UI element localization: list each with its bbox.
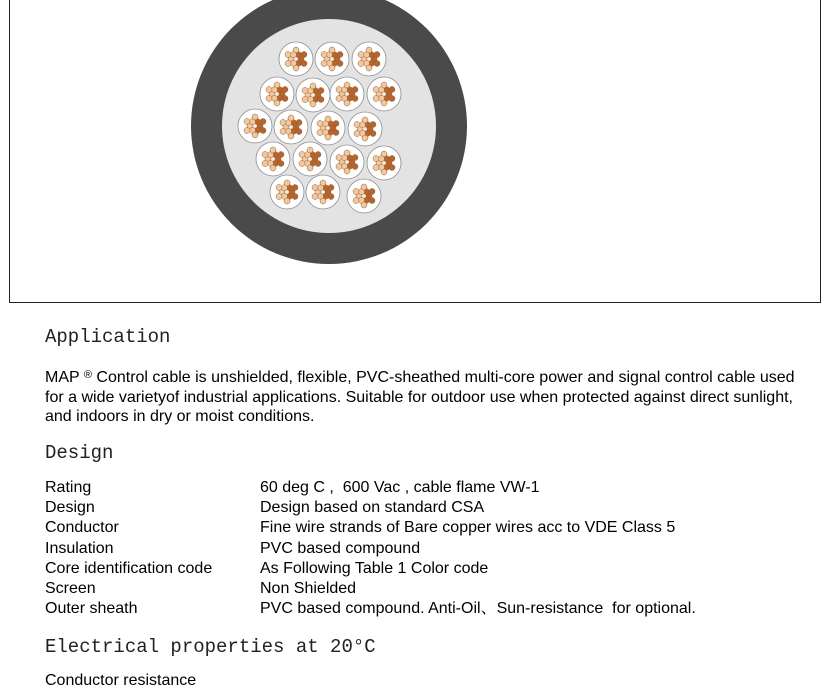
brand-name: MAP — [45, 369, 80, 386]
spec-row-screen — [45, 579, 805, 599]
spec-value: Design based on standard CSA — [260, 499, 485, 517]
spec-value: Fine wire strands of Bare copper wires acc to VDE Class 5 — [260, 519, 676, 537]
spec-label: Insulation — [45, 539, 114, 557]
core-conductor — [348, 112, 382, 146]
application-paragraph — [45, 366, 805, 427]
registered-mark: ® — [83, 369, 92, 381]
core-conductor — [306, 175, 340, 209]
core-conductor — [293, 142, 327, 176]
core-conductor — [260, 77, 294, 111]
core-conductor — [238, 109, 272, 143]
spec-label: Screen — [45, 579, 96, 597]
spec-label: Conductor — [45, 519, 119, 537]
core-conductor — [270, 175, 304, 209]
cable-cross-section-drawing — [10, 0, 821, 303]
conductor-resistance-label: Conductor resistance — [45, 672, 197, 689]
spec-label: Outer sheath — [45, 600, 138, 618]
spec-label: Design — [45, 499, 95, 517]
spec-row-rating — [45, 478, 805, 498]
core-conductor — [279, 42, 313, 76]
electrical-properties-heading: Electrical properties at 20°C — [45, 636, 376, 658]
core-conductor — [352, 42, 386, 76]
spec-value: PVC based compound. Anti-Oil、Sun-resistance for optional. — [260, 600, 696, 618]
spec-value: As Following Table 1 Color code — [260, 559, 489, 577]
spec-label: Core identification code — [45, 559, 213, 577]
core-conductor — [311, 111, 345, 145]
spec-row-outer-sheath — [45, 599, 805, 619]
core-conductor — [367, 77, 401, 111]
spec-value: 60 deg C , 600 Vac , cable flame VW-1 — [260, 479, 540, 496]
core-conductor — [347, 179, 381, 213]
spec-value: PVC based compound — [260, 539, 421, 557]
core-conductor — [274, 110, 308, 144]
spec-row-core-identification — [45, 559, 805, 579]
core-conductor — [367, 146, 401, 180]
application-text: Control cable is unshielded, flexible, PVC-sheathed multi-core power and signal control cable used for a wide varietyof industrial applications. Suitable for outdoor use when protected against direct sunlight, and indoors in dry or moist conditions. — [45, 369, 795, 425]
core-conductor — [330, 145, 364, 179]
spec-row-conductor — [45, 518, 805, 538]
spec-value: Non Shielded — [260, 579, 357, 597]
design-spec-table — [45, 478, 805, 619]
core-conductor — [296, 78, 330, 112]
core-conductor — [256, 142, 290, 176]
core-conductor — [330, 77, 364, 111]
core-conductor — [315, 42, 349, 76]
cable-cross-section-figure — [9, 0, 821, 303]
spec-row-insulation — [45, 539, 805, 559]
spec-label: Rating — [45, 479, 92, 496]
application-heading: Application — [45, 326, 171, 348]
spec-row-design — [45, 498, 805, 518]
design-heading: Design — [45, 442, 114, 464]
